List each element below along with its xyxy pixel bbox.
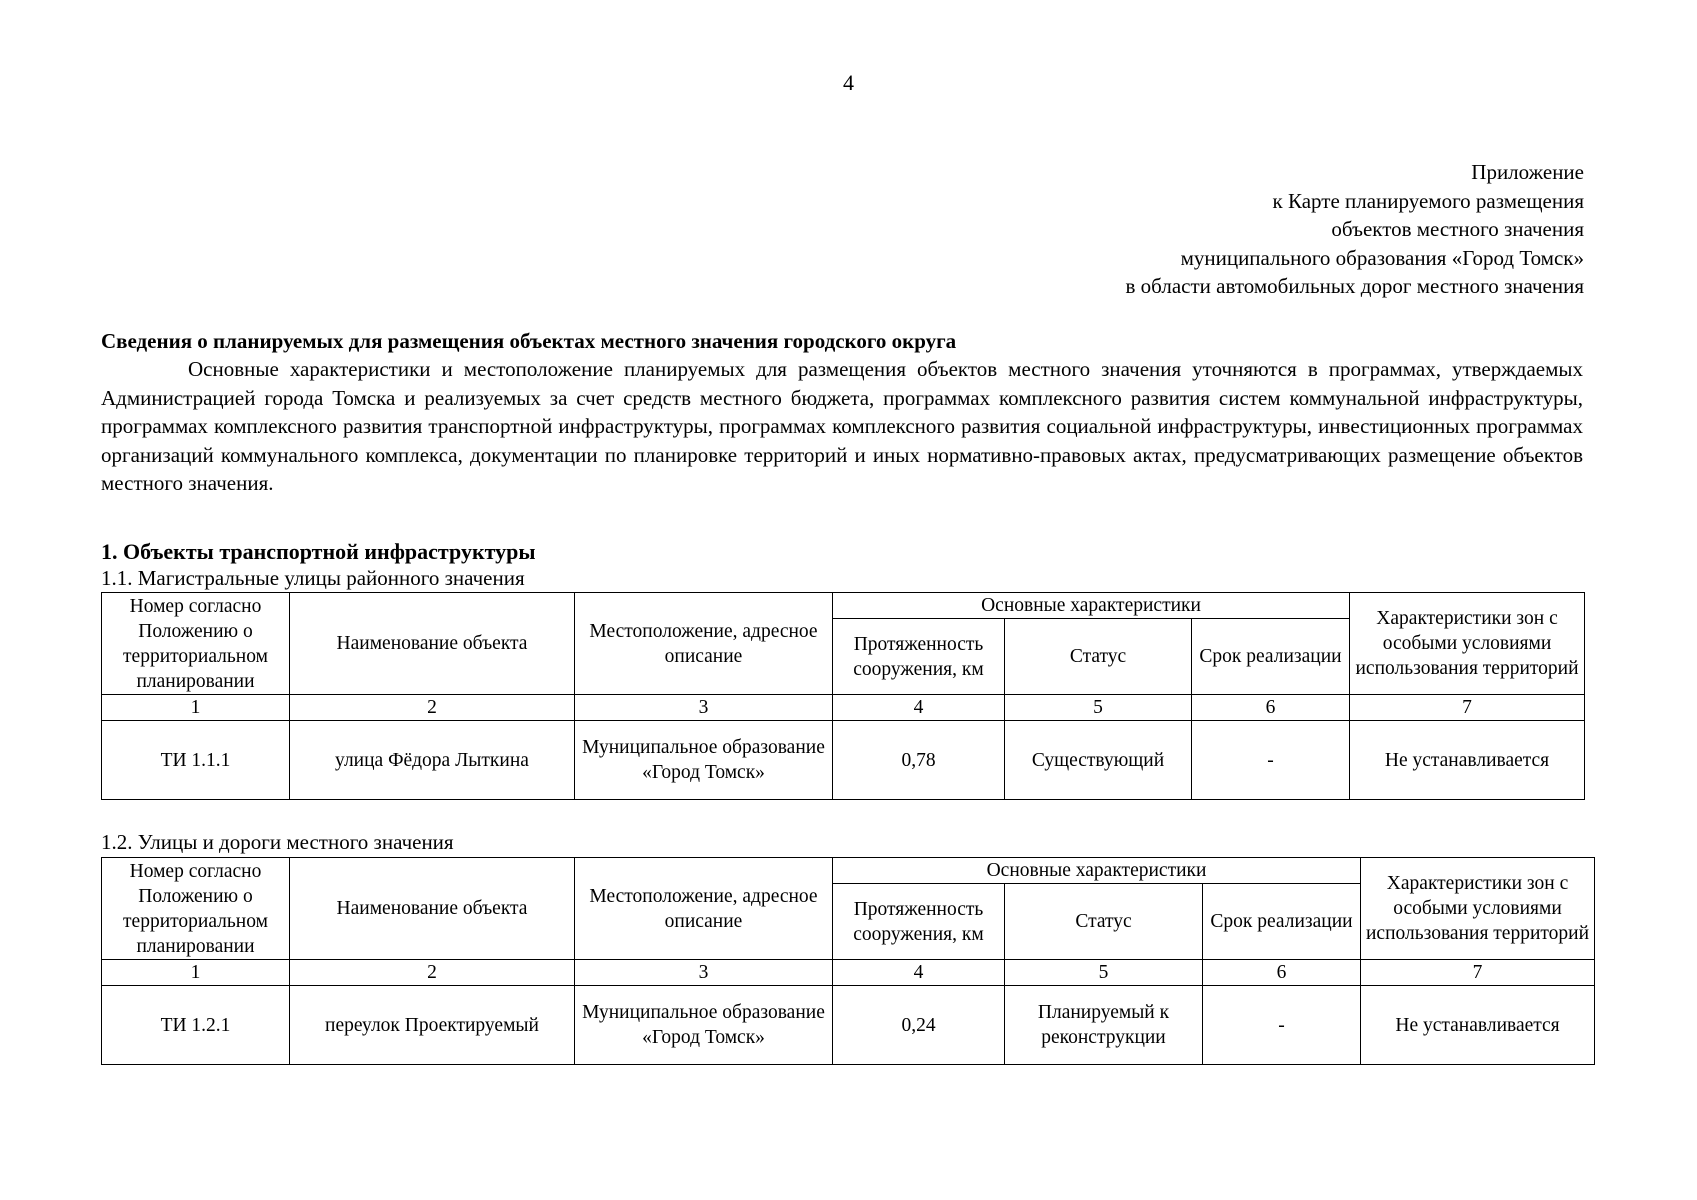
header-zones: Характеристики зон с особыми условиями использования территорий	[1361, 858, 1595, 960]
column-number: 3	[575, 960, 833, 986]
header-main-characteristics: Основные характеристики	[833, 593, 1350, 619]
column-numbers-row	[102, 695, 1585, 721]
appendix-line: объектов местного значения	[1331, 217, 1584, 241]
table1-caption: 1.1. Магистральные улицы районного значения	[101, 566, 525, 590]
column-number: 6	[1203, 960, 1361, 986]
header-location: Местоположение, адресное описание	[575, 593, 833, 695]
cell-location: Муниципальное образование «Город Томск»	[575, 721, 833, 800]
column-number: 6	[1192, 695, 1350, 721]
header-number: Номер согласно Положению о территориальном планировании	[102, 858, 290, 960]
table-row	[102, 986, 1595, 1065]
table-header-row	[102, 593, 1585, 619]
column-number: 1	[102, 695, 290, 721]
page-number: 4	[843, 70, 854, 95]
appendix-line: в области автомобильных дорог местного значения	[1125, 274, 1584, 298]
column-number: 4	[833, 960, 1005, 986]
table-local-streets	[101, 857, 1595, 1065]
table2-caption: 1.2. Улицы и дороги местного значения	[101, 830, 454, 854]
cell-zones: Не устанавливается	[1361, 986, 1595, 1065]
cell-status: Существующий	[1005, 721, 1192, 800]
column-number: 2	[290, 695, 575, 721]
column-number: 3	[575, 695, 833, 721]
cell-term: -	[1203, 986, 1361, 1065]
column-number: 2	[290, 960, 575, 986]
cell-length: 0,24	[833, 986, 1005, 1065]
cell-number: ТИ 1.2.1	[102, 986, 290, 1065]
cell-location: Муниципальное образование «Город Томск»	[575, 986, 833, 1065]
cell-term: -	[1192, 721, 1350, 800]
header-status: Статус	[1005, 884, 1203, 960]
column-number: 7	[1350, 695, 1585, 721]
header-name: Наименование объекта	[290, 593, 575, 695]
cell-length: 0,78	[833, 721, 1005, 800]
cell-number: ТИ 1.1.1	[102, 721, 290, 800]
cell-name: улица Фёдора Лыткина	[290, 721, 575, 800]
column-number: 4	[833, 695, 1005, 721]
cell-name: переулок Проектируемый	[290, 986, 575, 1065]
header-length: Протяженность сооружения, км	[833, 619, 1005, 695]
table-header-row	[102, 858, 1595, 884]
column-number: 5	[1005, 960, 1203, 986]
appendix-line: Приложение	[1471, 160, 1584, 184]
column-numbers-row	[102, 960, 1595, 986]
header-location: Местоположение, адресное описание	[575, 858, 833, 960]
cell-zones: Не устанавливается	[1350, 721, 1585, 800]
appendix-line: муниципального образования «Город Томск»	[1180, 245, 1584, 270]
column-number: 5	[1005, 695, 1192, 721]
header-length: Протяженность сооружения, км	[833, 884, 1005, 960]
appendix-line: к Карте планируемого размещения	[1272, 188, 1584, 213]
column-number: 1	[102, 960, 290, 986]
header-zones: Характеристики зон с особыми условиями использования территорий	[1350, 593, 1585, 695]
intro-paragraph: Основные характеристики и местоположение планируемых для размещения объектов местного значения уточняются в программах, утверждаемых Администрацией города Томска и реализуемых за счет средств местного бюджета, программах комплексного развития систем коммунальной инфраструктуры, программах комплексного развития транспортной инфраструктуры, программах комплексного развития социальной инфраструктуры, инвестиционных программах организаций коммунального комплекса, документации по планировке территорий и иных нормативно-правовых актах, предусматривающих размещение объектов местного значения.	[101, 357, 1583, 495]
header-status: Статус	[1005, 619, 1192, 695]
header-term: Срок реализации	[1192, 619, 1350, 695]
header-number: Номер согласно Положению о территориальном планировании	[102, 593, 290, 695]
header-main-characteristics: Основные характеристики	[833, 858, 1361, 884]
section-title: Сведения о планируемых для размещения объектах местного значения городского округа	[101, 329, 957, 353]
column-number: 7	[1361, 960, 1595, 986]
heading-transport: 1. Объекты транспортной инфраструктуры	[101, 539, 536, 564]
table-main-streets	[101, 592, 1585, 800]
header-term: Срок реализации	[1203, 884, 1361, 960]
header-name: Наименование объекта	[290, 858, 575, 960]
table-row	[102, 721, 1585, 800]
cell-status: Планируемый к реконструкции	[1005, 986, 1203, 1065]
appendix-block	[684, 158, 1584, 301]
